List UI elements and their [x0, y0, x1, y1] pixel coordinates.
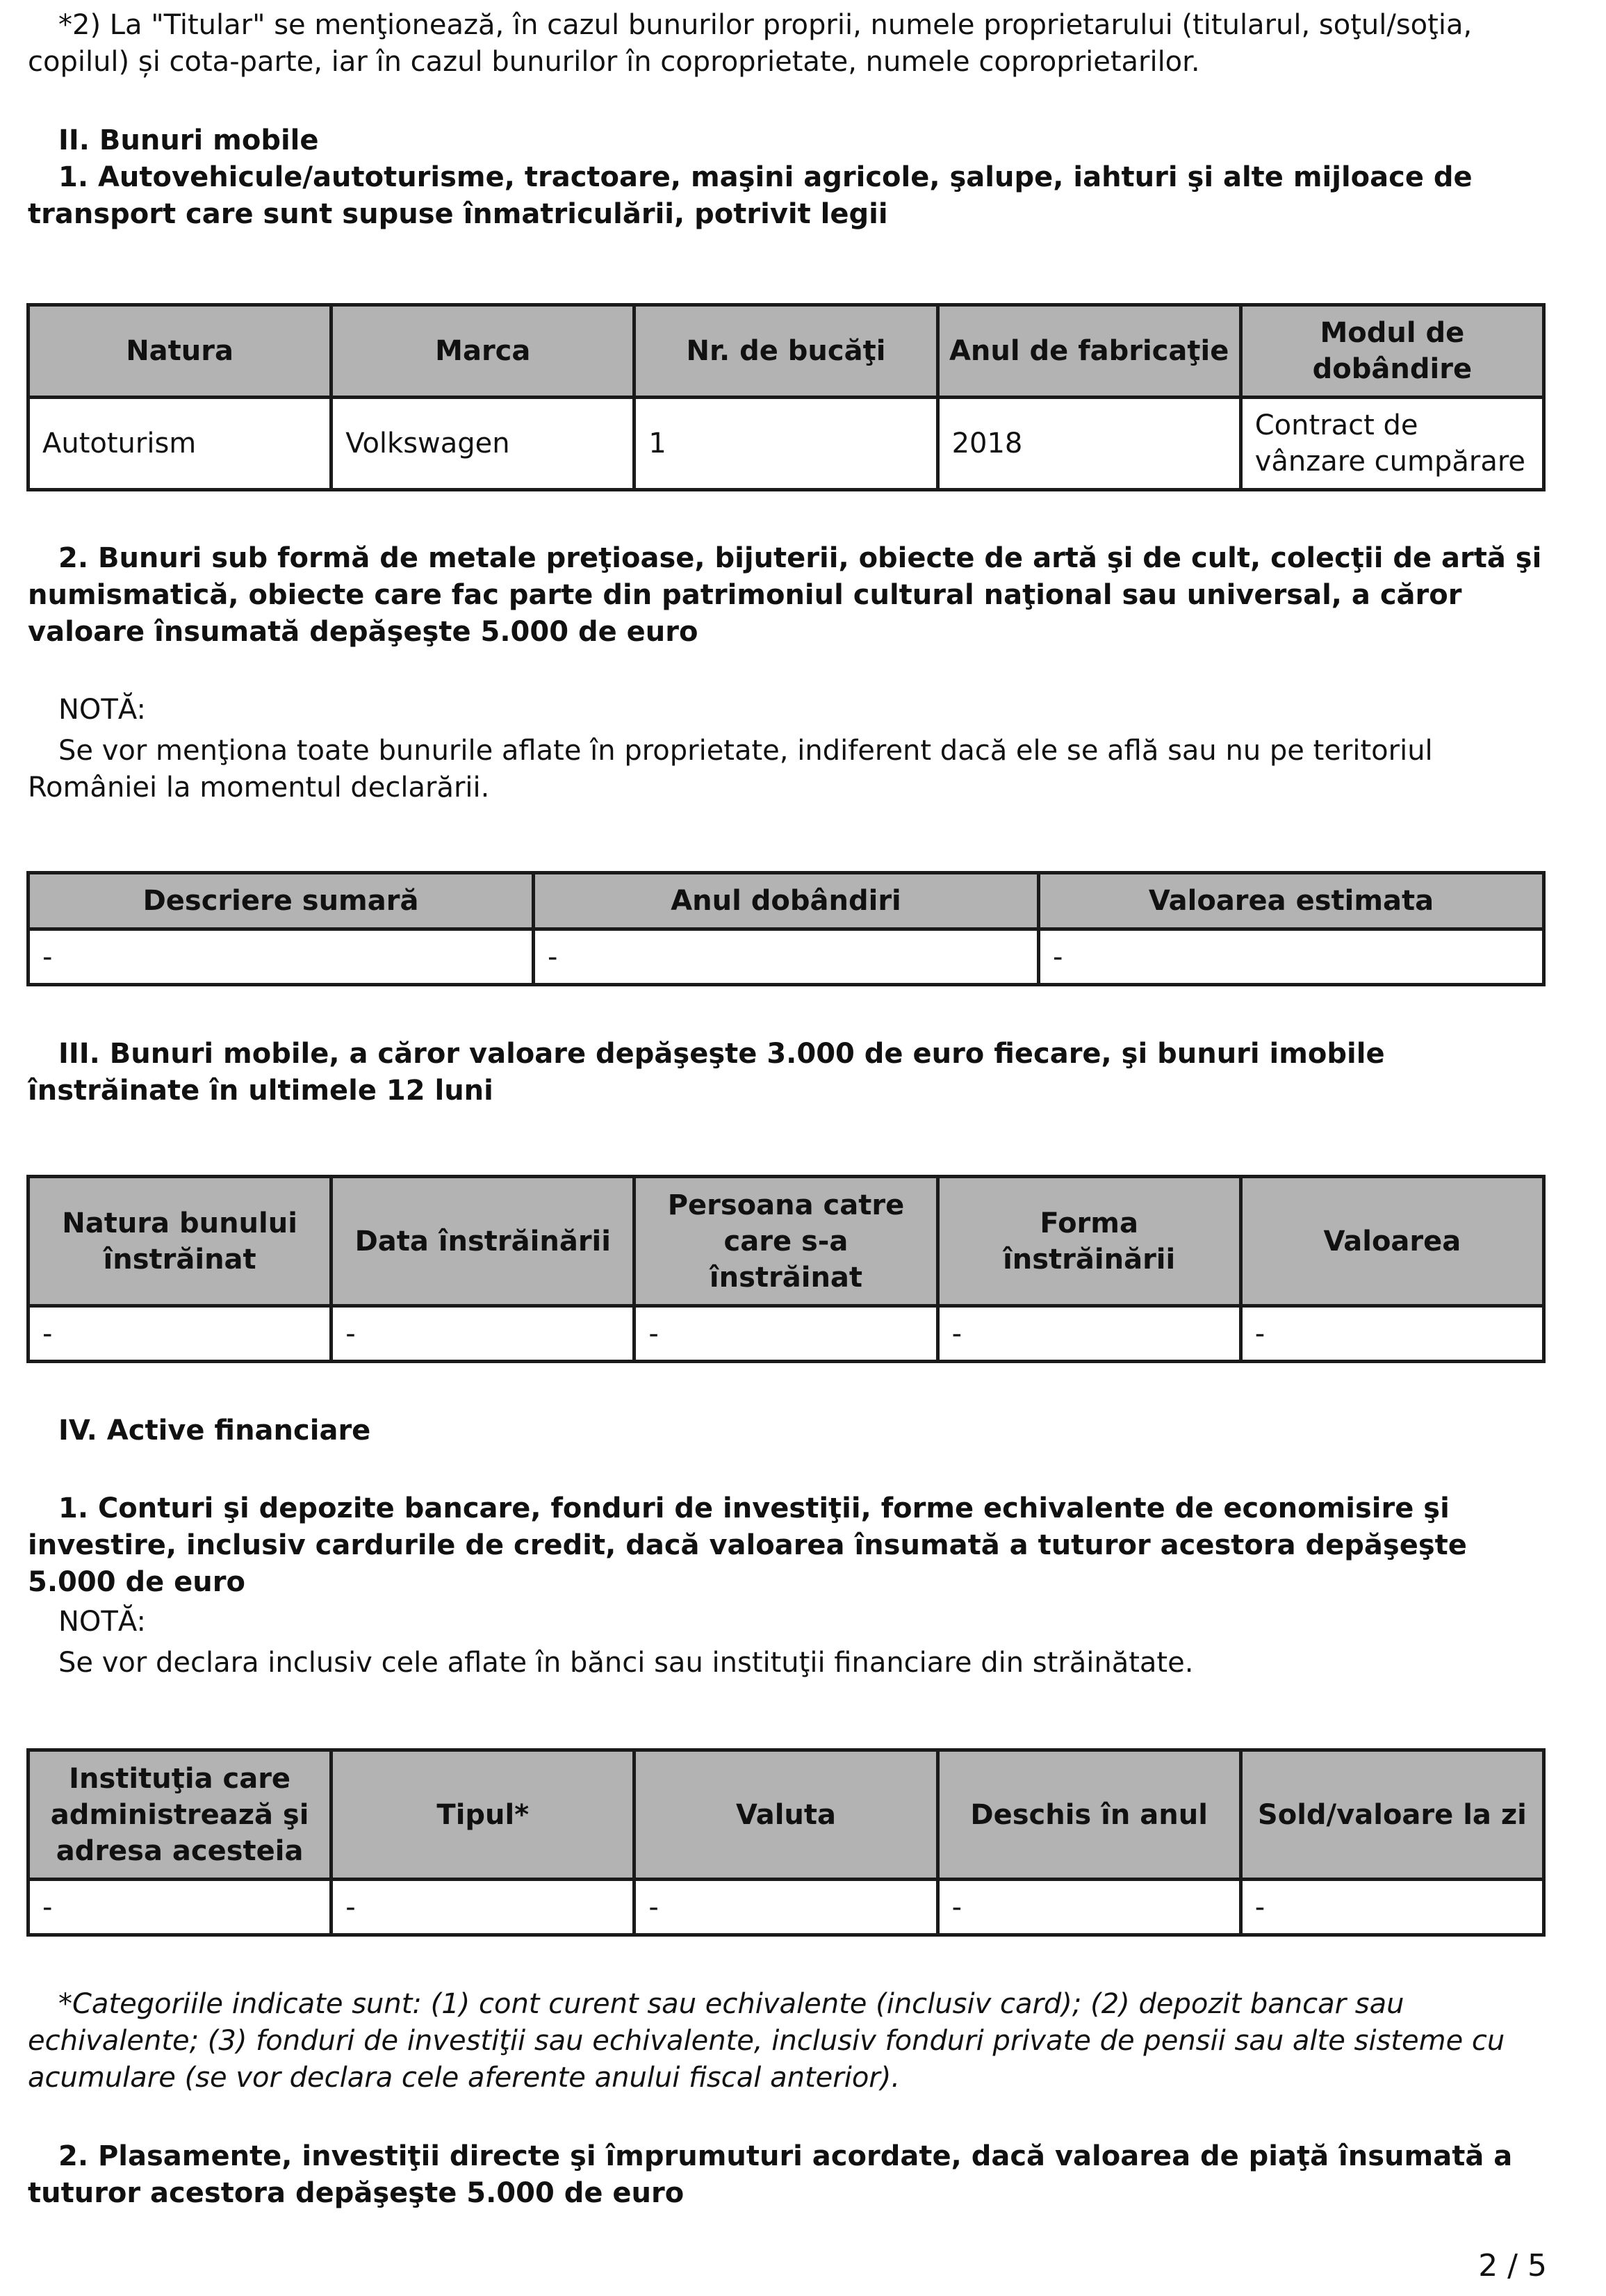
precious-goods-block	[28, 540, 1543, 651]
column-header: Natura bunului înstrăinat	[28, 1177, 331, 1306]
investments-block	[28, 2138, 1543, 2212]
column-header: Natura	[28, 305, 331, 398]
table-row	[28, 1306, 1544, 1362]
nota-text: Se vor menţiona toate bunurile aflate în proprietate, indiferent dacă ele se află sau nu pe teritoriul României la momentul declarării.	[28, 735, 1433, 804]
page-number: 2 / 5	[1478, 2248, 1547, 2283]
section-heading: IV. Active financiare	[58, 1415, 371, 1447]
column-header: Modul de dobândire	[1240, 305, 1543, 398]
table-cell: -	[634, 1306, 937, 1362]
titular-note	[28, 7, 1543, 81]
table-header-row	[28, 1750, 1544, 1880]
table-cell: -	[937, 1306, 1240, 1362]
nota-label: NOTĂ:	[58, 1606, 146, 1638]
table-cell: -	[28, 1306, 331, 1362]
subsection-heading: 2. Plasamente, investiţii directe şi împrumuturi acordate, dacă valoarea de piaţă însumată a tuturor acestora depăşeşte 5.000 de euro	[28, 2140, 1513, 2209]
column-header: Descriere sumară	[28, 873, 534, 929]
bank-accounts-table	[26, 1748, 1546, 1937]
table-cell: Contract de vânzare cumpărare	[1240, 398, 1543, 490]
column-header: Forma înstrăinării	[937, 1177, 1240, 1306]
table-cell: Volkswagen	[331, 398, 634, 490]
table-cell: -	[937, 1880, 1240, 1935]
table-cell: -	[534, 929, 1039, 985]
nota-block	[28, 1604, 1543, 1682]
table-cell: -	[331, 1880, 634, 1935]
table-header-row	[28, 1177, 1544, 1306]
section-bunuri-instrainate	[28, 1036, 1543, 1109]
column-header: Data înstrăinării	[331, 1177, 634, 1306]
table-cell: 1	[634, 398, 937, 490]
section-active-financiare	[28, 1412, 1543, 1449]
subsection-heading: 1. Autovehicule/autoturisme, tractoare, maşini agricole, şalupe, iahturi şi alte mijloace de transport care sunt supuse înmatriculării, potrivit legii	[28, 161, 1473, 230]
table-cell: -	[331, 1306, 634, 1362]
table-cell: Autoturism	[28, 398, 331, 490]
alienated-goods-table	[26, 1175, 1546, 1363]
column-header: Instituţia care administrează şi adresa acesteia	[28, 1750, 331, 1880]
column-header: Valoarea	[1240, 1177, 1543, 1306]
table-cell: -	[28, 1880, 331, 1935]
column-header: Valoarea estimata	[1039, 873, 1544, 929]
column-header: Valuta	[634, 1750, 937, 1880]
table-cell: 2018	[937, 398, 1240, 490]
column-header: Tipul*	[331, 1750, 634, 1880]
table-cell: -	[1039, 929, 1544, 985]
column-header: Nr. de bucăţi	[634, 305, 937, 398]
table-row	[28, 398, 1544, 490]
bank-accounts-block	[28, 1490, 1543, 1601]
table-header-row	[28, 873, 1544, 929]
column-header: Anul dobândiri	[534, 873, 1039, 929]
table-cell: -	[28, 929, 534, 985]
section-bunuri-mobile	[28, 122, 1543, 233]
section-heading: II. Bunuri mobile	[58, 124, 319, 156]
column-header: Persoana catre care s-a înstrăinat	[634, 1177, 937, 1306]
column-header: Marca	[331, 305, 634, 398]
subsection-heading: 1. Conturi şi depozite bancare, fonduri de investiţii, forme echivalente de economisire şi investire, inclusiv cardurile de credit, dacă valoarea însumată a tuturor acestora depăşeşte 5.000 de euro	[28, 1492, 1467, 1598]
table-cell: -	[1240, 1880, 1543, 1935]
precious-goods-table	[26, 871, 1546, 986]
titular-note-text: *2) La "Titular" se menţionează, în cazul bunurilor proprii, numele proprietarului (titularul, soţul/soţia, copilul) și cota-parte, iar în cazul bunurilor în coproprietate, numele coproprietarilor.	[28, 9, 1473, 78]
section-heading: III. Bunuri mobile, a căror valoare depăşeşte 3.000 de euro fiecare, şi bunuri imobile înstrăinate în ultimele 12 luni	[28, 1038, 1385, 1107]
table-row	[28, 1880, 1544, 1935]
nota-block	[28, 692, 1543, 806]
column-header: Sold/valoare la zi	[1240, 1750, 1543, 1880]
table-cell: -	[1240, 1306, 1543, 1362]
footnote-text: *Categoriile indicate sunt: (1) cont curent sau echivalente (inclusiv card); (2) depozit bancar sau echivalente; (3) fonduri de investiţii sau echivalente, inclusiv fonduri private de pensii sau alte sisteme cu acumulare (se vor declara cele aferente anului fiscal anterior).	[28, 1988, 1505, 2094]
column-header: Anul de fabricaţie	[937, 305, 1240, 398]
nota-text: Se vor declara inclusiv cele aflate în bănci sau instituţii financiare din străinătate.	[58, 1647, 1194, 1679]
subsection-heading: 2. Bunuri sub formă de metale preţioase, bijuterii, obiecte de artă şi de cult, colecţii de artă şi numismatică, obiecte care fac parte din patrimoniul cultural naţional sau universal, a căror valoare însumată depăşeşte 5.000 de euro	[28, 542, 1542, 648]
column-header: Deschis în anul	[937, 1750, 1240, 1880]
account-categories-footnote	[28, 1986, 1543, 2096]
vehicles-table	[26, 303, 1546, 491]
table-header-row	[28, 305, 1544, 398]
nota-label: NOTĂ:	[58, 694, 146, 726]
table-row	[28, 929, 1544, 985]
table-cell: -	[634, 1880, 937, 1935]
